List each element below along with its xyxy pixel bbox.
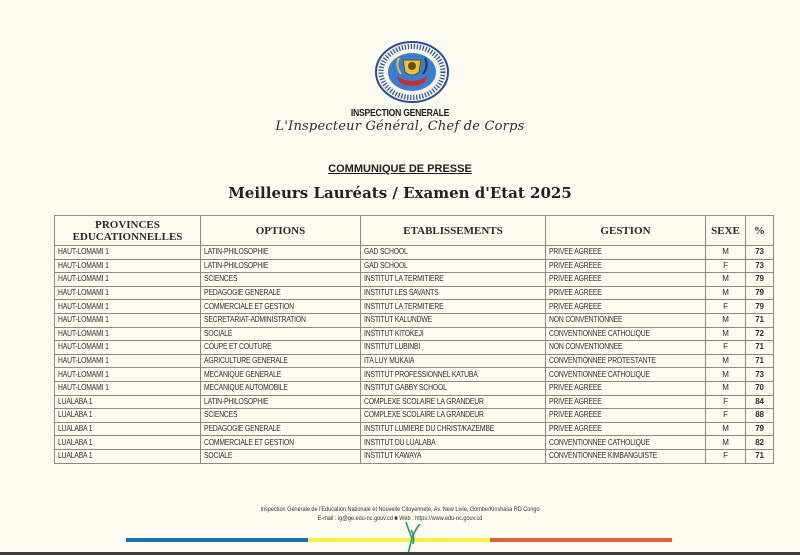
cell-gestion [546, 246, 706, 260]
cell-province-text: LUALABA 1 [58, 410, 93, 420]
cell-etablissement [361, 368, 546, 382]
cell-etablissement [361, 286, 546, 300]
cell-option-text: SCIENCES [204, 410, 238, 420]
cell-province-text: HAUT-LOMAMI 1 [58, 301, 109, 311]
cell-percent: 79 [746, 273, 774, 287]
cell-gestion-text: NON CONVENTIONNEE [549, 342, 623, 352]
table-row [55, 436, 774, 450]
cell-etablissement-text: INSTITUT PROFESSIONNEL KATUBA [364, 369, 478, 379]
cell-sexe: F [706, 395, 746, 409]
cell-option [201, 354, 361, 368]
cell-province-text: HAUT-LOMAMI 1 [58, 315, 109, 325]
cell-province [55, 449, 201, 463]
cell-province [55, 300, 201, 314]
cell-province [55, 313, 201, 327]
cell-sexe: M [706, 422, 746, 436]
table-row [55, 259, 774, 273]
document-title: Meilleurs Lauréats / Examen d'Etat 2025 [228, 184, 572, 202]
organization-title: INSPECTION GENERALE [350, 107, 450, 119]
cell-etablissement-text: INSTITUT GABBY SCHOOL [364, 383, 447, 393]
cell-province-text: LUALABA 1 [58, 424, 93, 434]
cell-option [201, 273, 361, 287]
cell-gestion-text: PRIVEE AGREEE [549, 247, 602, 257]
cell-gestion [546, 436, 706, 450]
table-row [55, 354, 774, 368]
cell-etablissement [361, 422, 546, 436]
cell-province-text: HAUT-LOMAMI 1 [58, 342, 109, 352]
signature-icon [402, 518, 424, 555]
cell-percent: 71 [746, 313, 774, 327]
cell-province [55, 273, 201, 287]
cell-option-text: SECRETARIAT-ADMINISTRATION [204, 315, 306, 325]
cell-etablissement-text: COMPLEXE SCOLAIRE LA GRANDEUR [364, 410, 484, 420]
cell-gestion-text: PRIVEE AGREEE [549, 260, 602, 270]
cell-etablissement-text: INSTITUT LES SAVANTS [364, 288, 439, 298]
cell-option [201, 286, 361, 300]
cell-etablissement [361, 259, 546, 273]
table-row [55, 246, 774, 260]
cell-gestion-text: NON CONVENTIONNEE [549, 315, 623, 325]
cell-gestion-text: PRIVEE AGREEE [549, 396, 602, 406]
cell-gestion [546, 354, 706, 368]
cell-etablissement-text: INSTITUT LA TERMITIERE [364, 301, 444, 311]
cell-province [55, 354, 201, 368]
cell-province-text: LUALABA 1 [58, 451, 93, 461]
table-row [55, 341, 774, 355]
cell-option-text: COMMERCIALE ET GESTION [204, 301, 294, 311]
press-release-label: COMMUNIQUE DE PRESSE [328, 163, 472, 175]
cell-percent: 84 [746, 395, 774, 409]
cell-sexe: M [706, 246, 746, 260]
cell-option-text: AGRICULTURE GENERALE [204, 356, 288, 366]
cell-etablissement [361, 313, 546, 327]
table-row [55, 409, 774, 423]
cell-option-text: SCIENCES [204, 274, 238, 284]
table-row [55, 273, 774, 287]
cell-gestion-text: CONVENTIONNEE CATHOLIQUE [549, 437, 650, 447]
cell-option-text: COUPE ET COUTURE [204, 342, 272, 352]
cell-sexe: M [706, 273, 746, 287]
cell-gestion-text: CONVENTIONNEE KIMBANGUISTE [549, 451, 658, 461]
cell-percent: 73 [746, 246, 774, 260]
cell-gestion [546, 395, 706, 409]
cell-etablissement [361, 246, 546, 260]
cell-option [201, 381, 361, 395]
cell-etablissement [361, 449, 546, 463]
cell-gestion-text: PRIVEE AGREEE [549, 383, 602, 393]
cell-province-text: LUALABA 1 [58, 437, 93, 447]
cell-option-text: PEDAGOGIE GENERALE [204, 288, 281, 298]
cell-etablissement [361, 327, 546, 341]
table-body [55, 246, 774, 464]
column-header-provinces-line2: EDUCATIONNELLES [72, 230, 183, 243]
cell-etablissement-text: INSTITUT LUMIERE DU CHRIST/KAZEMBE [364, 424, 495, 434]
cell-option-text: SOCIALE [204, 328, 233, 338]
cell-option [201, 436, 361, 450]
cell-province-text: LUALABA 1 [58, 396, 93, 406]
cell-etablissement-text: ITA LUY MUKAIA [364, 356, 415, 366]
column-header-etablissements: ETABLISSEMENTS [361, 216, 546, 246]
organization-subtitle: L'Inspecteur Général, Chef de Corps [275, 119, 525, 134]
cell-province [55, 327, 201, 341]
cell-option-text: MECANIQUE AUTOMOBILE [204, 383, 288, 393]
table-row [55, 327, 774, 341]
cell-sexe: M [706, 313, 746, 327]
cell-percent: 73 [746, 368, 774, 382]
table-row [55, 395, 774, 409]
cell-sexe: F [706, 449, 746, 463]
cell-option-text: LATIN-PHILOSOPHIE [204, 247, 269, 257]
table-row [55, 449, 774, 463]
cell-etablissement-text: INSTITUT DU LUALABA [364, 437, 436, 447]
cell-sexe: M [706, 286, 746, 300]
cell-gestion-text: PRIVEE AGREEE [549, 424, 602, 434]
cell-option-text: LATIN-PHILOSOPHIE [204, 396, 269, 406]
footer-contact: E-mail : ig@ge.edu-nc.gouv.cd ■ Web : https://www.edu-nc.gouv.cd [317, 515, 483, 522]
cell-gestion [546, 300, 706, 314]
footer-address: Inspection Générale de l'Education Nationale et Nouvelle Citoyenneté, Av. New Livie, Gombe/Kinshasa RD Congo [260, 506, 540, 513]
cell-province-text: HAUT-LOMAMI 1 [58, 274, 109, 284]
cell-percent: 71 [746, 341, 774, 355]
cell-option [201, 449, 361, 463]
cell-etablissement-text: INSTITUT LUBINBI [364, 342, 421, 352]
cell-etablissement [361, 409, 546, 423]
column-header-options: OPTIONS [201, 216, 361, 246]
cell-gestion-text: PRIVEE AGREEE [549, 274, 602, 284]
cell-etablissement [361, 273, 546, 287]
cell-gestion [546, 327, 706, 341]
cell-province [55, 259, 201, 273]
cell-province-text: HAUT-LOMAMI 1 [58, 328, 109, 338]
cell-province [55, 409, 201, 423]
cell-sexe: F [706, 300, 746, 314]
cell-option [201, 409, 361, 423]
cell-sexe: M [706, 327, 746, 341]
cell-percent: 71 [746, 354, 774, 368]
cell-province [55, 286, 201, 300]
cell-gestion [546, 381, 706, 395]
table-row [55, 286, 774, 300]
cell-etablissement [361, 341, 546, 355]
cell-option [201, 327, 361, 341]
cell-sexe: F [706, 341, 746, 355]
column-header-percent: % [746, 216, 774, 246]
cell-percent: 73 [746, 259, 774, 273]
flag-stripe-yellow [308, 538, 490, 542]
table-row [55, 422, 774, 436]
cell-gestion [546, 259, 706, 273]
cell-gestion-text: PRIVEE AGREEE [549, 410, 602, 420]
cell-gestion-text: CONVENTIONNEE CATHOLIQUE [549, 328, 650, 338]
cell-percent: 82 [746, 436, 774, 450]
cell-sexe: F [706, 409, 746, 423]
cell-option [201, 368, 361, 382]
cell-province [55, 436, 201, 450]
cell-sexe: M [706, 436, 746, 450]
cell-gestion-text: CONVENTIONNEE CATHOLIQUE [549, 369, 650, 379]
cell-etablissement-text: GAD SCHOOL [364, 260, 408, 270]
cell-etablissement-text: INSTITUT LA TERMITIERE [364, 274, 444, 284]
cell-percent: 88 [746, 409, 774, 423]
cell-etablissement-text: COMPLEXE SCOLAIRE LA GRANDEUR [364, 396, 484, 406]
cell-option-text: COMMERCIALE ET GESTION [204, 437, 294, 447]
column-header-provinces [55, 216, 201, 246]
cell-etablissement-text: GAD SCHOOL [364, 247, 408, 257]
cell-gestion-text: CONVENTIONNEE PROTESTANTE [549, 356, 656, 366]
cell-percent: 70 [746, 381, 774, 395]
cell-option [201, 259, 361, 273]
column-header-gestion: GESTION [546, 216, 706, 246]
coat-of-arms-emblem-icon [373, 40, 451, 104]
cell-percent: 79 [746, 286, 774, 300]
cell-option-text: PEDAGOGIE GENERALE [204, 424, 281, 434]
cell-percent: 79 [746, 300, 774, 314]
cell-province-text: HAUT-LOMAMI 1 [58, 383, 109, 393]
cell-gestion [546, 341, 706, 355]
cell-province-text: HAUT-LOMAMI 1 [58, 247, 109, 257]
cell-etablissement-text: INSTITUT KALUNDWE [364, 315, 433, 325]
cell-province-text: HAUT-LOMAMI 1 [58, 369, 109, 379]
column-header-provinces-line1: PROVINCES [95, 218, 160, 231]
cell-etablissement [361, 300, 546, 314]
cell-etablissement [361, 381, 546, 395]
cell-percent: 71 [746, 449, 774, 463]
cell-gestion [546, 422, 706, 436]
flag-stripe-blue [126, 538, 308, 542]
cell-option-text: MECANIQUE GENERALE [204, 369, 282, 379]
cell-province [55, 341, 201, 355]
cell-gestion [546, 273, 706, 287]
cell-option [201, 341, 361, 355]
cell-gestion-text: PRIVEE AGREEE [549, 288, 602, 298]
cell-province-text: HAUT-LOMAMI 1 [58, 356, 109, 366]
cell-province [55, 368, 201, 382]
cell-option-text: LATIN-PHILOSOPHIE [204, 260, 269, 270]
laureates-table [54, 215, 774, 464]
table-row [55, 300, 774, 314]
cell-sexe: M [706, 368, 746, 382]
cell-gestion [546, 286, 706, 300]
cell-option-text: SOCIALE [204, 451, 233, 461]
cell-gestion [546, 449, 706, 463]
table-row [55, 381, 774, 395]
cell-etablissement [361, 436, 546, 450]
cell-sexe: M [706, 354, 746, 368]
cell-province [55, 246, 201, 260]
cell-option [201, 300, 361, 314]
cell-province [55, 395, 201, 409]
cell-gestion [546, 368, 706, 382]
column-header-sexe: SEXE [706, 216, 746, 246]
cell-option [201, 246, 361, 260]
cell-option [201, 395, 361, 409]
flag-stripe-red [490, 538, 672, 542]
cell-province [55, 381, 201, 395]
cell-etablissement [361, 354, 546, 368]
table-row [55, 313, 774, 327]
cell-option [201, 313, 361, 327]
cell-etablissement-text: INSTITUT KITOKEJI [364, 328, 424, 338]
cell-sexe: M [706, 381, 746, 395]
cell-gestion [546, 409, 706, 423]
table-header-row [55, 216, 774, 246]
cell-percent: 72 [746, 327, 774, 341]
table-row [55, 368, 774, 382]
cell-sexe: F [706, 259, 746, 273]
cell-etablissement-text: INSTITUT KAWAYA [364, 451, 422, 461]
cell-province [55, 422, 201, 436]
cell-gestion [546, 313, 706, 327]
cell-etablissement [361, 395, 546, 409]
cell-option [201, 422, 361, 436]
cell-province-text: HAUT-LOMAMI 1 [58, 260, 109, 270]
cell-percent: 79 [746, 422, 774, 436]
cell-province-text: HAUT-LOMAMI 1 [58, 288, 109, 298]
cell-gestion-text: PRIVEE AGREEE [549, 301, 602, 311]
